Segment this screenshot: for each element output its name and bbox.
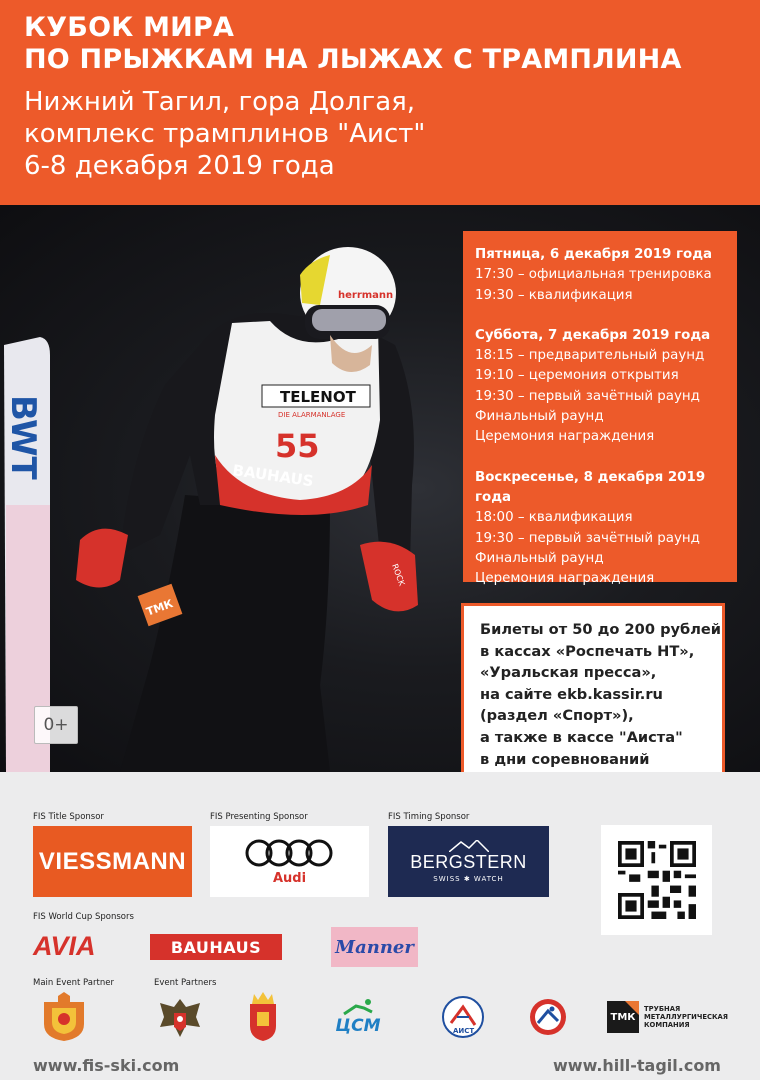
presenting-sponsor-label: FIS Presenting Sponsor — [210, 812, 308, 822]
tmk-logo-text: ТРУБНАЯ МЕТАЛЛУРГИЧЕСКАЯ КОМПАНИЯ — [644, 1005, 729, 1029]
event-partners-label: Event Partners — [154, 978, 217, 988]
double-eagle-icon — [156, 993, 204, 1041]
tickets-line: «Уральская пресса», — [480, 664, 657, 682]
hill-tagil-website-link[interactable]: www.hill-tagil.com — [553, 1056, 721, 1075]
sponsors-section — [0, 772, 760, 1080]
sverdlovsk-region-emblem — [36, 992, 91, 1042]
ski-jumper-emblem-icon — [528, 997, 568, 1037]
schedule-item: 19:30 – квалификация — [475, 287, 633, 303]
bergstern-subtext: SWISS ✱ WATCH — [433, 875, 504, 883]
ski-federation-logo — [527, 996, 569, 1038]
schedule-item: 18:15 – предварительный раунд — [475, 348, 705, 364]
age-rating-badge: 0+ — [34, 706, 78, 744]
tmk-logo — [607, 998, 732, 1036]
viessmann-logo — [33, 826, 192, 897]
aist-logo — [440, 994, 486, 1040]
bergstern-logo — [388, 826, 549, 897]
ski-logo-text: BWT — [3, 395, 43, 480]
schedule-day-saturday — [475, 326, 737, 448]
audi-logo-text: Audi — [272, 871, 307, 886]
aist-stork-icon — [441, 995, 485, 1039]
event-venue — [24, 86, 760, 182]
bib-tagline-text: DIE ALARMANLAGE — [278, 411, 346, 419]
title-line-2: ПО ПРЫЖКАМ НА ЛЫЖАХ С ТРАМПЛИНА — [24, 44, 682, 75]
schedule-item: Финальный раунд — [475, 409, 604, 425]
bib-sponsor-text: TELENOT — [280, 388, 356, 406]
tickets-line: в дни соревнований — [480, 750, 650, 768]
title-sponsor-label: FIS Title Sponsor — [33, 812, 104, 822]
tmk-logo-mark — [607, 1001, 639, 1033]
bauhaus-logo-text: BAUHAUS — [170, 937, 262, 957]
tickets-line: Билеты от 50 до 200 рублей — [480, 621, 722, 638]
bib-number: 55 — [275, 427, 320, 465]
audi-rings-icon — [245, 837, 335, 869]
helmet-brand-text: herrmann — [338, 290, 394, 301]
schedule-item: Церемония награждения — [475, 571, 655, 587]
glove-brand-text: ROCK — [390, 562, 407, 588]
fis-website-link[interactable]: www.fis-ski.com — [33, 1056, 180, 1075]
tmk-mark-text: ТМК — [610, 1011, 636, 1023]
bib-bottom-text: BAUHAUS — [231, 461, 315, 491]
schedule-item: Финальный раунд — [475, 550, 604, 566]
venue-line-2: комплекс трамплинов "Аист" — [24, 119, 426, 149]
schedule-panel — [463, 231, 737, 587]
schedule-day-sunday — [475, 468, 737, 590]
csm-logo — [322, 994, 394, 1040]
bergstern-logo-text: BERGSTERN — [410, 852, 527, 872]
schedule-item: 19:30 – первый зачётный раунд — [475, 530, 700, 546]
schedule-item: Церемония награждения — [475, 429, 655, 445]
header-banner — [0, 0, 760, 205]
tickets-line: в кассах «Роспечать НТ», — [480, 642, 695, 660]
tickets-line: а также в кассе "Аиста" — [480, 728, 683, 746]
nizhny-tagil-emblem — [245, 989, 281, 1043]
day-heading: Воскресенье, 8 декабря 2019 года — [475, 469, 706, 505]
schedule-item: 19:30 – первый зачётный раунд — [475, 388, 700, 404]
viessmann-logo-text: VIESSMANN — [38, 847, 187, 875]
day-heading: Пятница, 6 декабря 2019 года — [475, 247, 713, 262]
bauhaus-logo — [150, 934, 282, 960]
event-dates: 6-8 декабря 2019 года — [24, 151, 335, 181]
timing-sponsor-label: FIS Timing Sponsor — [388, 812, 470, 822]
city-crest-icon — [246, 990, 280, 1042]
audi-logo — [210, 826, 369, 897]
aist-logo-text: АИСТ — [453, 1027, 475, 1035]
avia-logo-text: AVIA — [33, 930, 96, 961]
schedule-day-friday — [475, 245, 737, 306]
runner-icon — [338, 998, 378, 1016]
qr-code[interactable] — [601, 825, 712, 935]
day-heading: Суббота, 7 декабря 2019 года — [475, 327, 711, 343]
manner-logo — [331, 927, 418, 967]
tickets-line: (раздел «Спорт»), — [480, 707, 634, 725]
event-title — [24, 12, 760, 76]
tickets-info-box — [461, 603, 725, 781]
avia-logo — [33, 930, 113, 962]
schedule-item: 19:10 – церемония открытия — [475, 368, 679, 384]
mountain-icon — [449, 840, 489, 852]
tickets-line: на сайте ekb.kassir.ru — [480, 685, 663, 703]
russia-emblem — [155, 992, 205, 1042]
schedule-item: 18:00 – квалификация — [475, 510, 633, 526]
csm-logo-text: ЦСМ — [335, 1016, 381, 1036]
manner-logo-text: Manner — [335, 936, 414, 958]
thigh-patch-text: ТМК — [144, 596, 175, 619]
qr-code-icon — [618, 841, 696, 919]
venue-line-1: Нижний Тагил, гора Долгая, — [24, 87, 416, 117]
title-line-1: КУБОК МИРА — [24, 12, 235, 43]
world-cup-sponsors-label: FIS World Cup Sponsors — [33, 912, 134, 922]
main-event-partner-label: Main Event Partner — [33, 978, 114, 988]
schedule-item: 17:30 – официальная тренировка — [475, 267, 712, 283]
coat-of-arms-icon — [38, 992, 90, 1042]
